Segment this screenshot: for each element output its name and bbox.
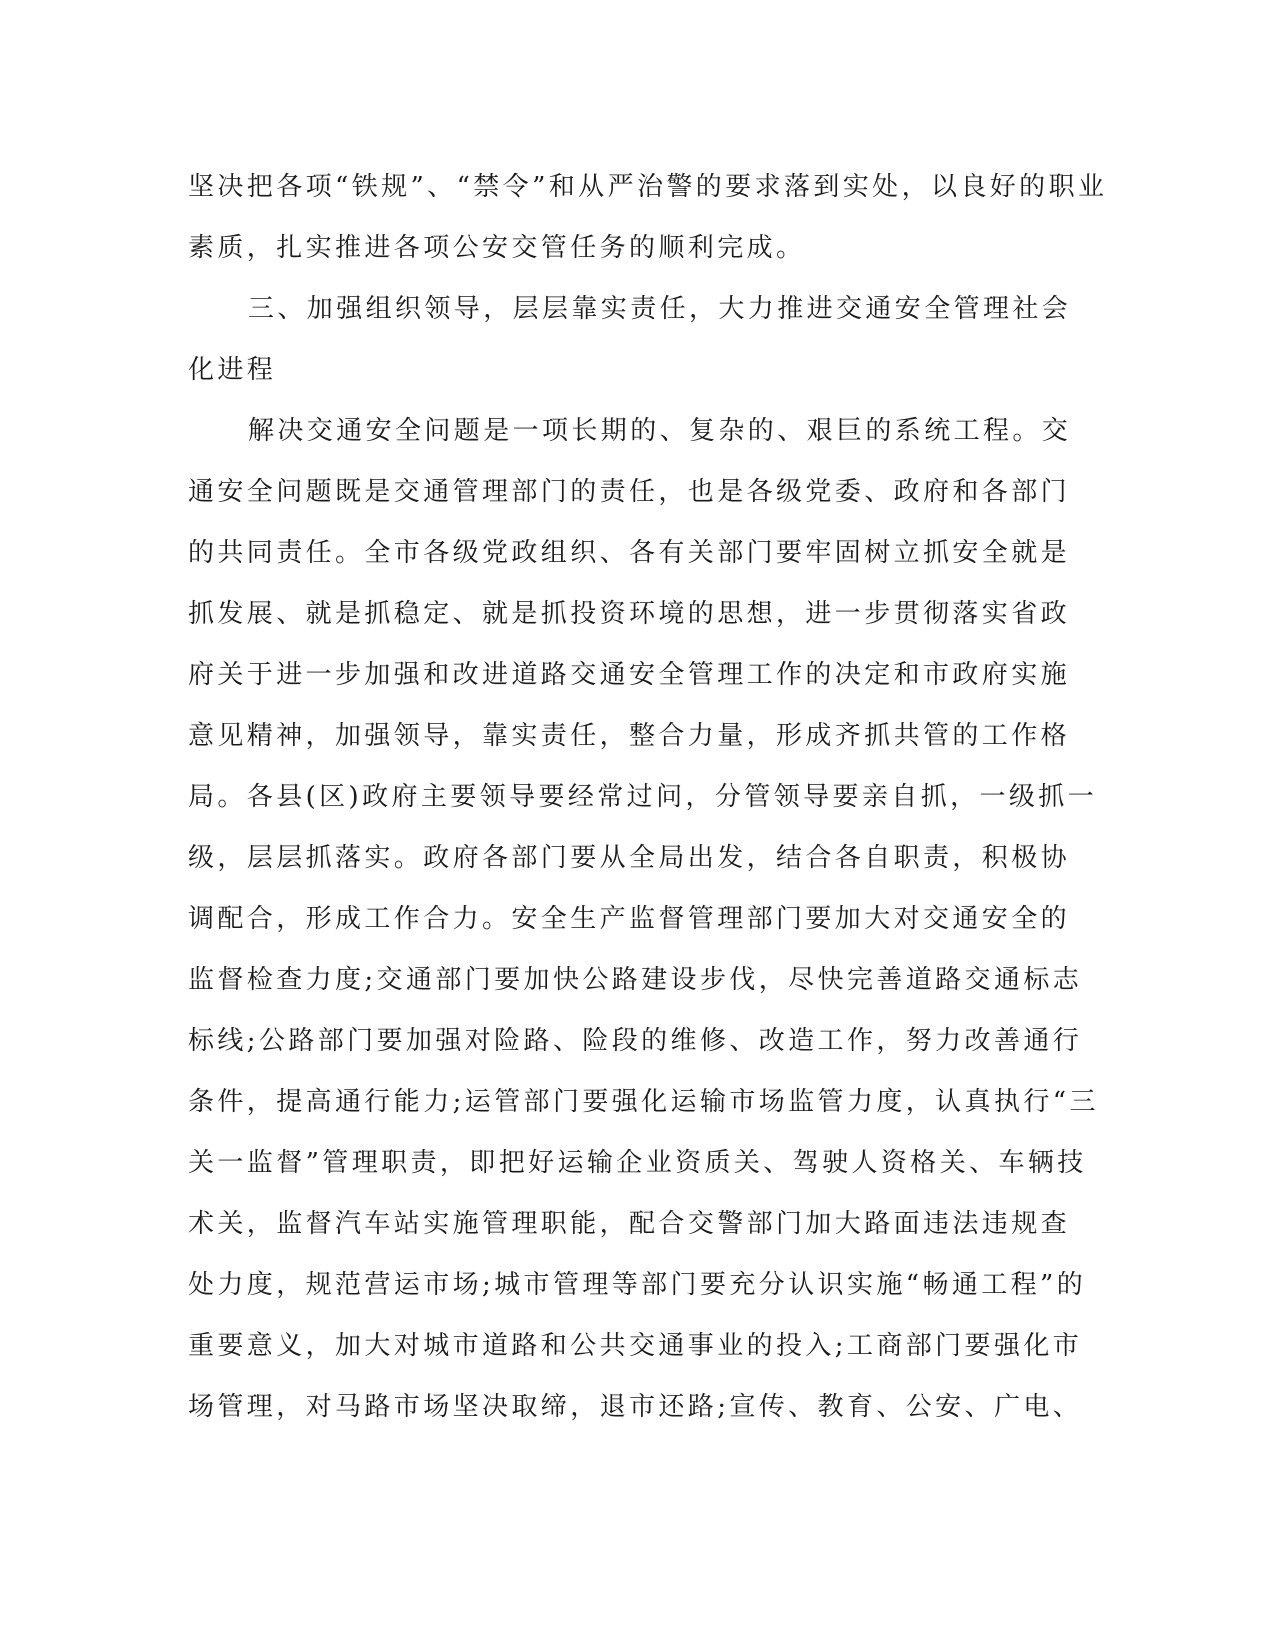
- text-line: 场管理，对马路市场坚决取缔，退市还路;宣传、教育、公安、广电、: [188, 1392, 1083, 1422]
- text-line: 通安全问题既是交通管理部门的责任，也是各级党委、政府和各部门: [188, 477, 1071, 507]
- text-line: 重要意义，加大对城市道路和公共交通事业的投入;工商部门要强化市: [188, 1331, 1083, 1361]
- text-line: 术关，监督汽车站实施管理职能，配合交警部门加大路面违法违规查: [188, 1209, 1071, 1239]
- text-line: 府关于进一步加强和改进道路交通安全管理工作的决定和市政府实施: [188, 660, 1071, 690]
- section-heading: 三、加强组织领导，层层靠实责任，大力推进交通安全管理社会: [248, 294, 1072, 324]
- text-line: 标线;公路部门要加强对险路、险段的维修、改造工作，努力改善通行: [188, 1026, 1083, 1056]
- section-heading: 化进程: [188, 355, 277, 385]
- text-line: 条件，提高通行能力;运管部门要强化运输市场监管力度，认真执行“三: [188, 1087, 1099, 1117]
- text-line: 坚决把各项“铁规”、“禁令”和从严治警的要求落到实处，以良好的职业: [188, 172, 1108, 202]
- text-line: 的共同责任。全市各级党政组织、各有关部门要牢固树立抓安全就是: [188, 538, 1071, 568]
- text-line: 监督检查力度;交通部门要加快公路建设步伐，尽快完善道路交通标志: [188, 965, 1083, 995]
- body-text: [188, 157, 1108, 1438]
- text-line: 级，层层抓落实。政府各部门要从全局出发，结合各自职责，积极协: [188, 843, 1071, 873]
- text-line: 调配合，形成工作合力。安全生产监督管理部门要加大对交通安全的: [188, 904, 1071, 934]
- text-line: 局。各县(区)政府主要领导要经常过问，分管领导要亲自抓，一级抓一: [188, 782, 1098, 812]
- text-line: 意见精神，加强领导，靠实责任，整合力量，形成齐抓共管的工作格: [188, 721, 1071, 751]
- text-line: 解决交通安全问题是一项长期的、复杂的、艰巨的系统工程。交: [248, 416, 1072, 446]
- text-line: 抓发展、就是抓稳定、就是抓投资环境的思想，进一步贯彻落实省政: [188, 599, 1071, 629]
- text-line: 处力度，规范营运市场;城市管理等部门要充分认识实施“畅通工程”的: [188, 1270, 1087, 1300]
- text-line: 关一监督”管理职责，即把好运输企业资质关、驾驶人资格关、车辆技: [188, 1148, 1087, 1178]
- text-line: 素质，扎实推进各项公安交管任务的顺利完成。: [188, 233, 806, 263]
